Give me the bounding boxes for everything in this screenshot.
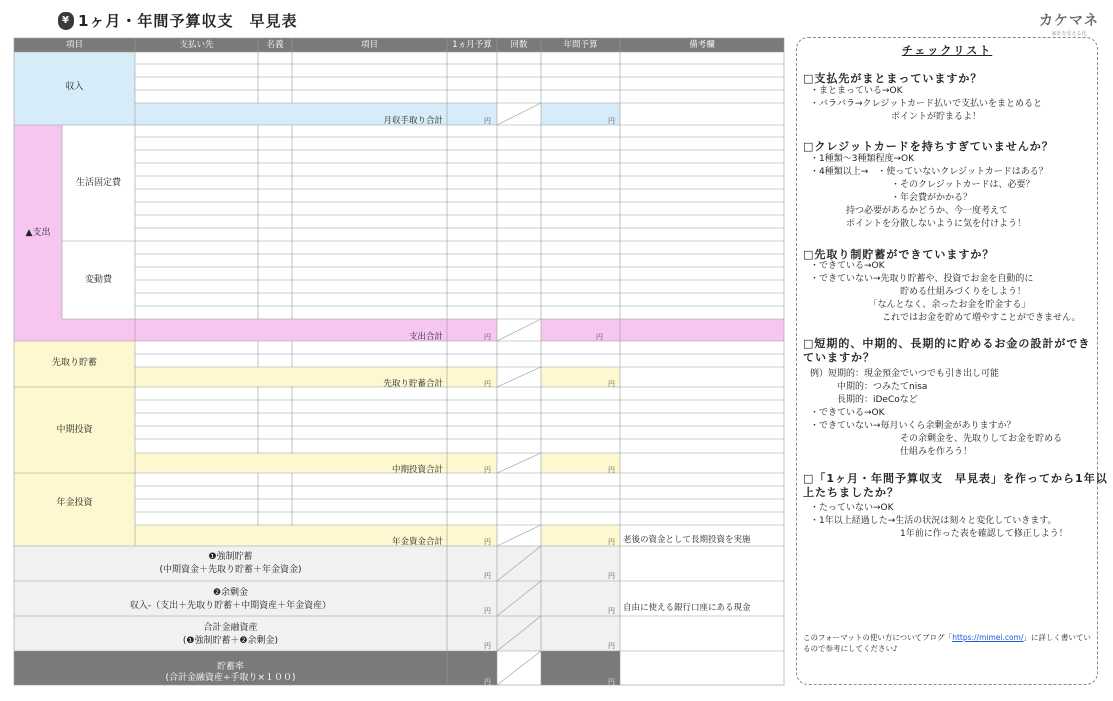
header-item-detail: 項目 [360,40,378,50]
section-income: 収入 [65,82,84,92]
check-line: 例）短期的：現金預金でいつでも引き出し可能 [810,369,1000,379]
check-question-4: □短期的、中期的、長期的に貯めるお金の設計ができ ていますか？ [803,337,1091,364]
savings-rate-title: 貯蓄率 [216,662,244,672]
footer-text-post: 」に詳しく書いているので参考にしてください♪ [803,633,1091,653]
check-line: ・1年以上経過した→生活の状況は刻々と変化していきます。 [810,516,1057,526]
yen-unit: 円 [484,607,491,615]
check-line: ・できている→OK [810,408,885,418]
section-expense: ▲支出 [25,228,51,238]
check-line: 長期的：iDeCoなど [810,395,918,405]
check-line: ・バラバラ→クレジットカード払いで支払いをまとめると [810,99,1043,109]
header-count: 回数 [510,40,528,50]
section-fixed-costs: 生活固定費 [75,178,121,188]
logo-name: カケマネ [1039,13,1099,29]
checklist-footer [803,632,1093,654]
savings-rate-formula: (合計金融資産÷手取り×１００) [165,673,296,683]
yen-unit: 円 [608,117,615,125]
header-notes: 備考欄 [689,40,715,50]
check-line: ・できていない→先取り貯蓄や、投資でお金を自動的に [810,274,1034,284]
pension-note: 老後の資金として長期投資を実施 [623,535,751,545]
check-line: 中期的：つみたてnisa [810,382,928,392]
check-question-1: □支払先がまとまっていますか？ [803,72,983,85]
yen-unit: 円 [608,538,615,546]
income-total-label: 月収手取り合計 [383,116,443,126]
yen-unit: 円 [484,466,491,474]
surplus-title: ❷余剰金 [212,588,249,598]
header-item: 項目 [65,40,83,50]
check-question-2: □クレジットカードを持ちすぎていませんか？ [803,140,1054,153]
section-prepay-savings: 先取り貯蓄 [51,358,97,368]
yen-unit: 円 [484,678,491,686]
check-line: ・4種類以上→ ・使っていないクレジットカードはある？ [810,167,1048,177]
expense-total-label: 支出合計 [408,332,443,342]
check-line: 持つ必要があるかどうか、今一度考えて [810,206,1009,216]
check-question-5: □「1ヶ月・年間予算収支 早見表」を作ってから1年以 上たちましたか？ [803,472,1108,499]
yen-unit: 円 [484,642,491,650]
check-line: その余剰金を、先取りしてお金を貯める [810,434,1063,444]
check-line: ・まとまっている→OK [810,86,903,96]
check-line: ・年会費がかかる？ [810,193,973,203]
yen-unit: 円 [608,642,615,650]
pension-total-label: 年金資金合計 [391,537,443,547]
yen-unit: 円 [596,333,603,341]
forced-savings-title: ❶強制貯蓄 [208,552,253,562]
check-line: ・できている→OK [810,261,885,271]
check-line: ポイントが貯まるよ！ [810,112,982,122]
header-annual-budget: 年間予算 [563,40,598,50]
yen-unit: 円 [484,538,491,546]
check-line: 1年前に作った表を確認して修正しよう！ [810,529,1068,539]
check-line: 「なんとなく、余ったお金を貯金する」 [810,300,1031,310]
checklist-title: チェックリスト [901,44,993,57]
midterm-total-label: 中期投資合計 [391,465,443,475]
yen-unit: 円 [484,572,491,580]
total-assets-formula: (❶強制貯蓄＋❷余剰金) [182,636,279,646]
footer-text-pre: このフォーマットの使い方についてブログ「 [803,633,953,642]
section-variable-costs: 変動費 [84,275,112,285]
yen-unit: 円 [484,380,491,388]
forced-savings-formula: (中期資金＋先取り貯蓄＋年金資金) [159,565,302,575]
check-line: 仕組みを作ろう！ [810,447,973,457]
section-midterm-invest: 中期投資 [56,425,93,435]
header-monthly-budget: 1ヵ月予算 [452,40,492,50]
logo-sub: 家計を見える化 [1051,31,1087,37]
surplus-formula: 収入-（支出＋先取り貯蓄＋中期資産＋年金資産） [129,601,332,611]
check-line: ・たっていない→OK [810,503,894,513]
check-line: ポイントを分散しないように気を付けよう！ [810,219,1027,229]
yen-unit: 円 [608,466,615,474]
yen-unit: 円 [484,333,491,341]
total-assets-title: 合計金融資産 [203,623,258,633]
check-line: ・1種類～3種類程度→OK [810,154,914,164]
check-question-3: □先取り制貯蓄ができていますか？ [803,248,995,261]
yen-unit: 円 [608,380,615,388]
yen-unit: 円 [608,572,615,580]
check-line: ・そのクレジットカードは、必要？ [810,180,1035,190]
header-payee: 支払い先 [179,40,214,50]
yen-unit: 円 [484,117,491,125]
surplus-note: 自由に使える銀行口座にある現金 [623,603,751,613]
yen-unit: 円 [608,607,615,615]
header-holder: 名義 [266,40,284,50]
section-pension-invest: 年金投資 [56,498,93,508]
check-line: ・できていない→毎月いくら余剰金がありますか？ [810,421,1016,431]
check-line: 貯める仕組みづくりをしよう！ [810,287,1026,297]
blog-link[interactable]: https://mimei.com/ [952,633,1024,642]
yen-unit: 円 [608,678,615,686]
prepay-total-label: 先取り貯蓄合計 [383,379,443,389]
check-line: これではお金を貯めて増やすことができません。 [810,313,1081,323]
money-bag-icon: ¥ [58,12,74,30]
page-title-text: 1ヶ月・年間予算収支 早見表 [78,12,298,30]
